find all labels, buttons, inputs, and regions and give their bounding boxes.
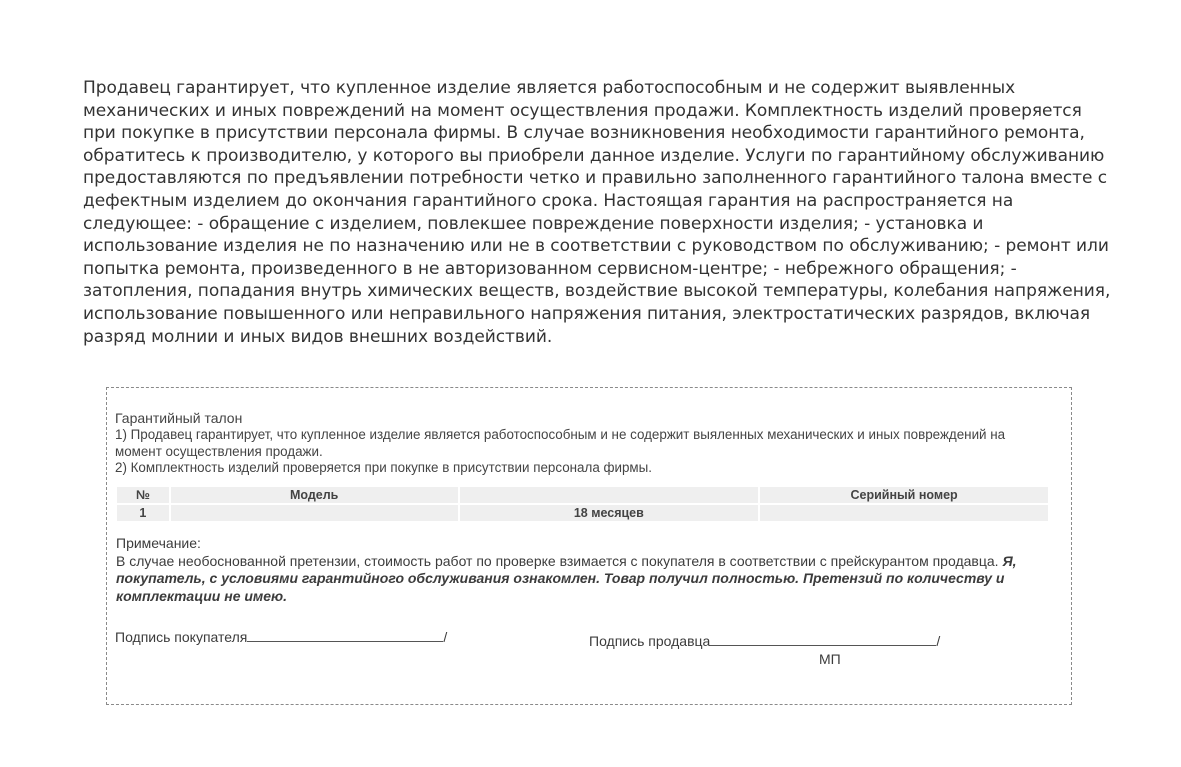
table-cell-serial xyxy=(760,505,1048,521)
buyer-signature-slash: / xyxy=(443,629,448,645)
coupon-table xyxy=(115,485,1050,523)
buyer-signature xyxy=(115,629,447,645)
table-header-row xyxy=(117,487,1048,503)
buyer-signature-label: Подпись покупателя xyxy=(115,629,248,645)
coupon-clauses xyxy=(115,427,1015,477)
buyer-signature-line[interactable] xyxy=(247,629,443,642)
note-bold-text: Я, покупатель, с условиями гарантийного обслуживания ознакомлен. Товар получил полностью. Претензий по количеству и комплектации не имею. xyxy=(116,552,1017,604)
coupon-note xyxy=(116,535,1046,605)
table-cell-number: 1 xyxy=(117,505,169,521)
seller-signature-label: Подпись продавца xyxy=(589,633,711,649)
seller-signature-slash: / xyxy=(936,633,941,649)
table-cell-model xyxy=(171,505,458,521)
coupon-title: Гарантийный талон xyxy=(115,410,243,426)
coupon-clause-2: 2) Комплектность изделий проверяется при покупке в присутствии персонала фирмы. xyxy=(115,460,652,475)
warranty-coupon xyxy=(106,387,1072,705)
note-body xyxy=(116,553,1046,606)
table-header-empty xyxy=(460,487,759,503)
note-label: Примечание: xyxy=(116,535,201,551)
seller-signature-line[interactable] xyxy=(710,633,936,646)
table-header-model: Модель xyxy=(171,487,458,503)
seller-signature xyxy=(589,633,940,649)
table-cell-term: 18 месяцев xyxy=(460,505,759,521)
table-header-number: № xyxy=(117,487,169,503)
stamp-label: МП xyxy=(819,651,841,667)
coupon-clause-1: 1) Продавец гарантирует, что купленное изделие является работоспособным и не содержит выяленных механических и иных повреждений на момент осуществления продажи. xyxy=(115,427,1006,459)
table-header-serial: Серийный номер xyxy=(760,487,1048,503)
table-row xyxy=(117,505,1048,521)
note-text: В случае необоснованной претензии, стоимость работ по проверке взимается с покупателя в соответствии с прейскурантом продавца. xyxy=(116,552,999,569)
warranty-intro-text: Продавец гарантирует, что купленное изделие является работоспособным и не содержит выявленных механических и иных повреждений на момент осуществления продажи. Комплектность изделий проверяется при покупке в присутствии персонала фирмы. В случае возникновения необходимости гарантийного ремонта, обратитесь к производителю, у которого вы приобрели данное изделие. Услуги по гарантийному обслуживанию предоставляются по предъявлении потребности четко и правильно заполненного гарантийного талона вместе с дефектным изделием до окончания гарантийного срока. Настоящая гарантия на распространяется на следующее: - обращение с изделием, повлекшее повреждение поверхности изделия; - установка и использование изделия не по назначению или не в соответствии с руководством по обслуживанию; - ремонт или попытка ремонта, произведенного в не авторизованном сервисном-центре; - небрежного обращения; - затопления, попадания внутрь химических веществ, воздействие высокой температуры, колебания напряжения, использование повышенного или неправильного напряжения питания, электростатических разрядов, включая разряд молнии и иных видов внешних воздействий. xyxy=(83,78,1111,347)
